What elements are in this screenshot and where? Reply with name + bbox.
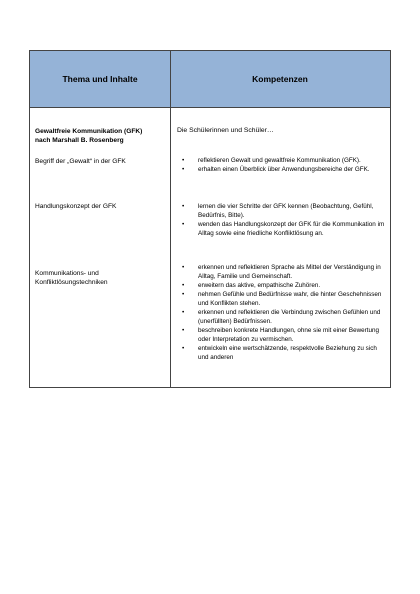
list-item: • wenden das Handlungskonzept der GFK für die Kommunikation im Alltag sowie eine friedliche Konfliktlösung an. — [173, 220, 389, 238]
list-item: • lernen die vier Schritte der GFK kennen (Beobachtung, Gefühl, Bedürfnis, Bitte). — [173, 202, 389, 220]
list-item: • erkennen und reflektieren Sprache als Mittel der Verständigung in Alltag, Familie und Gemeinschaft. — [173, 263, 389, 281]
competency-list-3 — [173, 263, 389, 362]
list-item: • erhalten einen Überblick über Anwendungsbereiche der GFK. — [173, 165, 389, 174]
header-competencies: Kompetenzen — [252, 74, 308, 84]
list-item: • erkennen und reflektieren die Verbindung zwischen Gefühlen und (unerfüllten) Bedürfnissen. — [173, 308, 389, 326]
topic-techniques: Kommunikations- und Konfliktlösungstechniken — [35, 270, 108, 286]
table-header-row — [30, 51, 390, 108]
topic-title — [35, 127, 165, 145]
list-item: • entwickeln eine wertschätzende, respektvolle Beziehung zu sich und anderen — [173, 344, 389, 362]
list-item: • erweitern das aktive, empathische Zuhören. — [173, 281, 389, 290]
competency-list-1 — [173, 156, 389, 174]
column-divider — [170, 51, 171, 387]
topic-violence-concept: Begriff der „Gewalt“ in der GFK — [35, 158, 126, 165]
header-topics: Thema und Inhalte — [62, 74, 138, 84]
competency-list-2 — [173, 202, 389, 238]
topic-action-concept: Handlungskonzept der GFK — [35, 203, 117, 210]
list-item: • beschreiben konkrete Handlungen, ohne sie mit einer Bewertung oder Interpretation zu vermischen. — [173, 326, 389, 344]
topic-title-line2: nach Marshall B. Rosenberg — [35, 137, 124, 144]
topic-title-line1: Gewaltfreie Kommunikation (GFK) — [35, 128, 143, 135]
list-item: • reflektieren Gewalt und gewaltfreie Kommunikation (GFK). — [173, 156, 389, 165]
intro-text: Die Schülerinnen und Schüler… — [177, 127, 274, 134]
list-item: • nehmen Gefühle und Bedürfnisse wahr, die hinter Geschehnissen und Konflikten stehen. — [173, 290, 389, 308]
curriculum-table — [29, 50, 391, 388]
